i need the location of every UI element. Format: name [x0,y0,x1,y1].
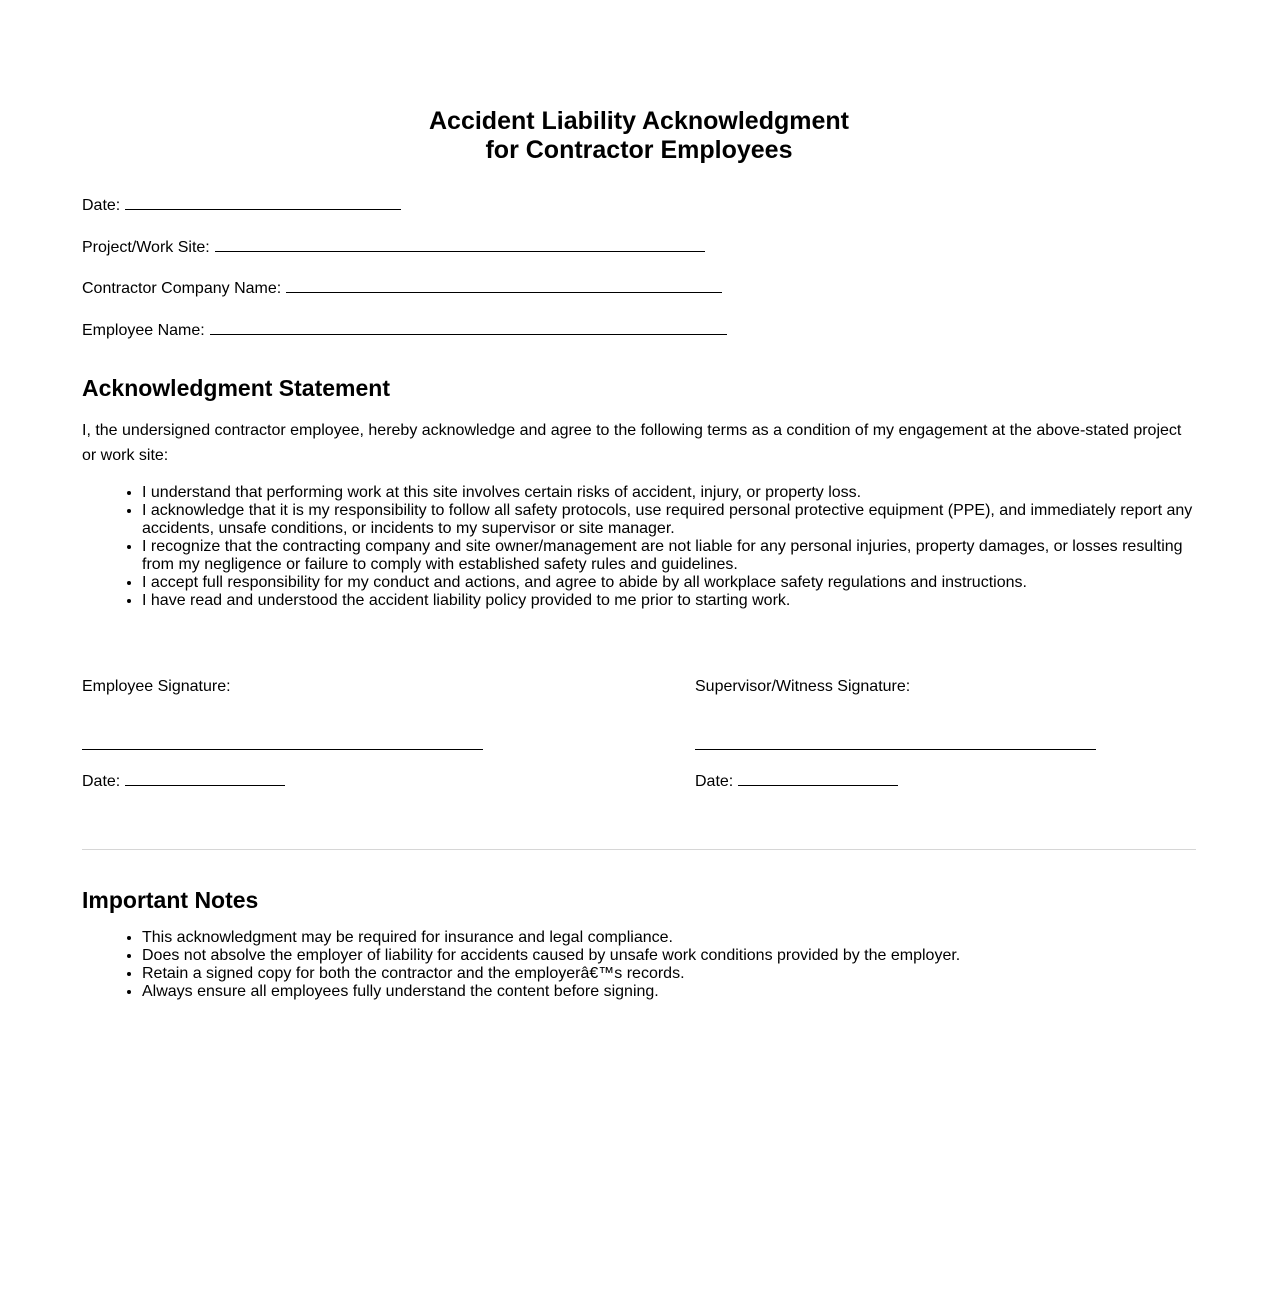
project-blank-line [215,235,705,252]
supervisor-date-label: Date: [695,773,734,790]
section-divider [82,849,1196,850]
list-item: • Retain a signed copy for both the contractor and the employerâ€™s records. [142,965,1196,983]
acknowledgment-intro: I, the undersigned contractor employee, hereby acknowledge and agree to the following terms as a condition of my engagement at the above-stated project or work site: [82,422,1182,464]
company-label: Contractor Company Name: [82,280,282,297]
employee-signature-line [82,749,483,750]
employee-date-label: Date: [82,773,121,790]
date-label: Date: [82,197,121,214]
list-item: • I recognize that the contracting company and site owner/management are not liable for any personal injuries, property damages, or losses resulting from my negligence or failure to comply with established safety rules and guidelines. [142,538,1196,574]
project-field [82,235,705,258]
list-item: • I acknowledge that it is my responsibility to follow all safety protocols, use required personal protective equipment (PPE), and immediately report any accidents, unsafe conditions, or incidents to my supervisor or site manager. [142,502,1196,538]
supervisor-signature-label: Supervisor/Witness Signature: [695,678,911,695]
date-field [82,193,401,216]
list-item: • Always ensure all employees fully understand the content before signing. [142,983,1196,1001]
document-title-line-1: Accident Liability Acknowledgment [429,107,849,135]
list-item: • I understand that performing work at this site involves certain risks of accident, injury, or property loss. [142,484,1196,502]
list-item: • Does not absolve the employer of liability for accidents caused by unsafe work conditions provided by the employer. [142,947,1196,965]
important-notes-heading: Important Notes [82,887,259,913]
list-item: • I have read and understood the accident liability policy provided to me prior to starting work. [142,592,1196,610]
supervisor-signature-date [695,769,898,792]
list-item: • This acknowledgment may be required for insurance and legal compliance. [142,929,1196,947]
employee-signature-label: Employee Signature: [82,678,231,695]
company-blank-line [286,276,722,293]
employee-label: Employee Name: [82,322,205,339]
important-notes-list [82,929,1196,1001]
supervisor-signature-line [695,749,1096,750]
employee-signature-date [82,769,285,792]
acknowledgment-heading: Acknowledgment Statement [82,375,390,401]
employee-date-blank-line [125,769,285,786]
supervisor-date-blank-line [738,769,898,786]
document-title-line-2: for Contractor Employees [485,136,793,164]
employee-field [82,318,727,341]
list-item: • I accept full responsibility for my conduct and actions, and agree to abide by all workplace safety regulations and instructions. [142,574,1196,592]
company-field [82,276,722,299]
employee-blank-line [210,318,727,335]
document-title [82,107,1196,165]
date-blank-line [125,193,401,210]
project-label: Project/Work Site: [82,239,210,256]
acknowledgment-list [82,484,1196,610]
